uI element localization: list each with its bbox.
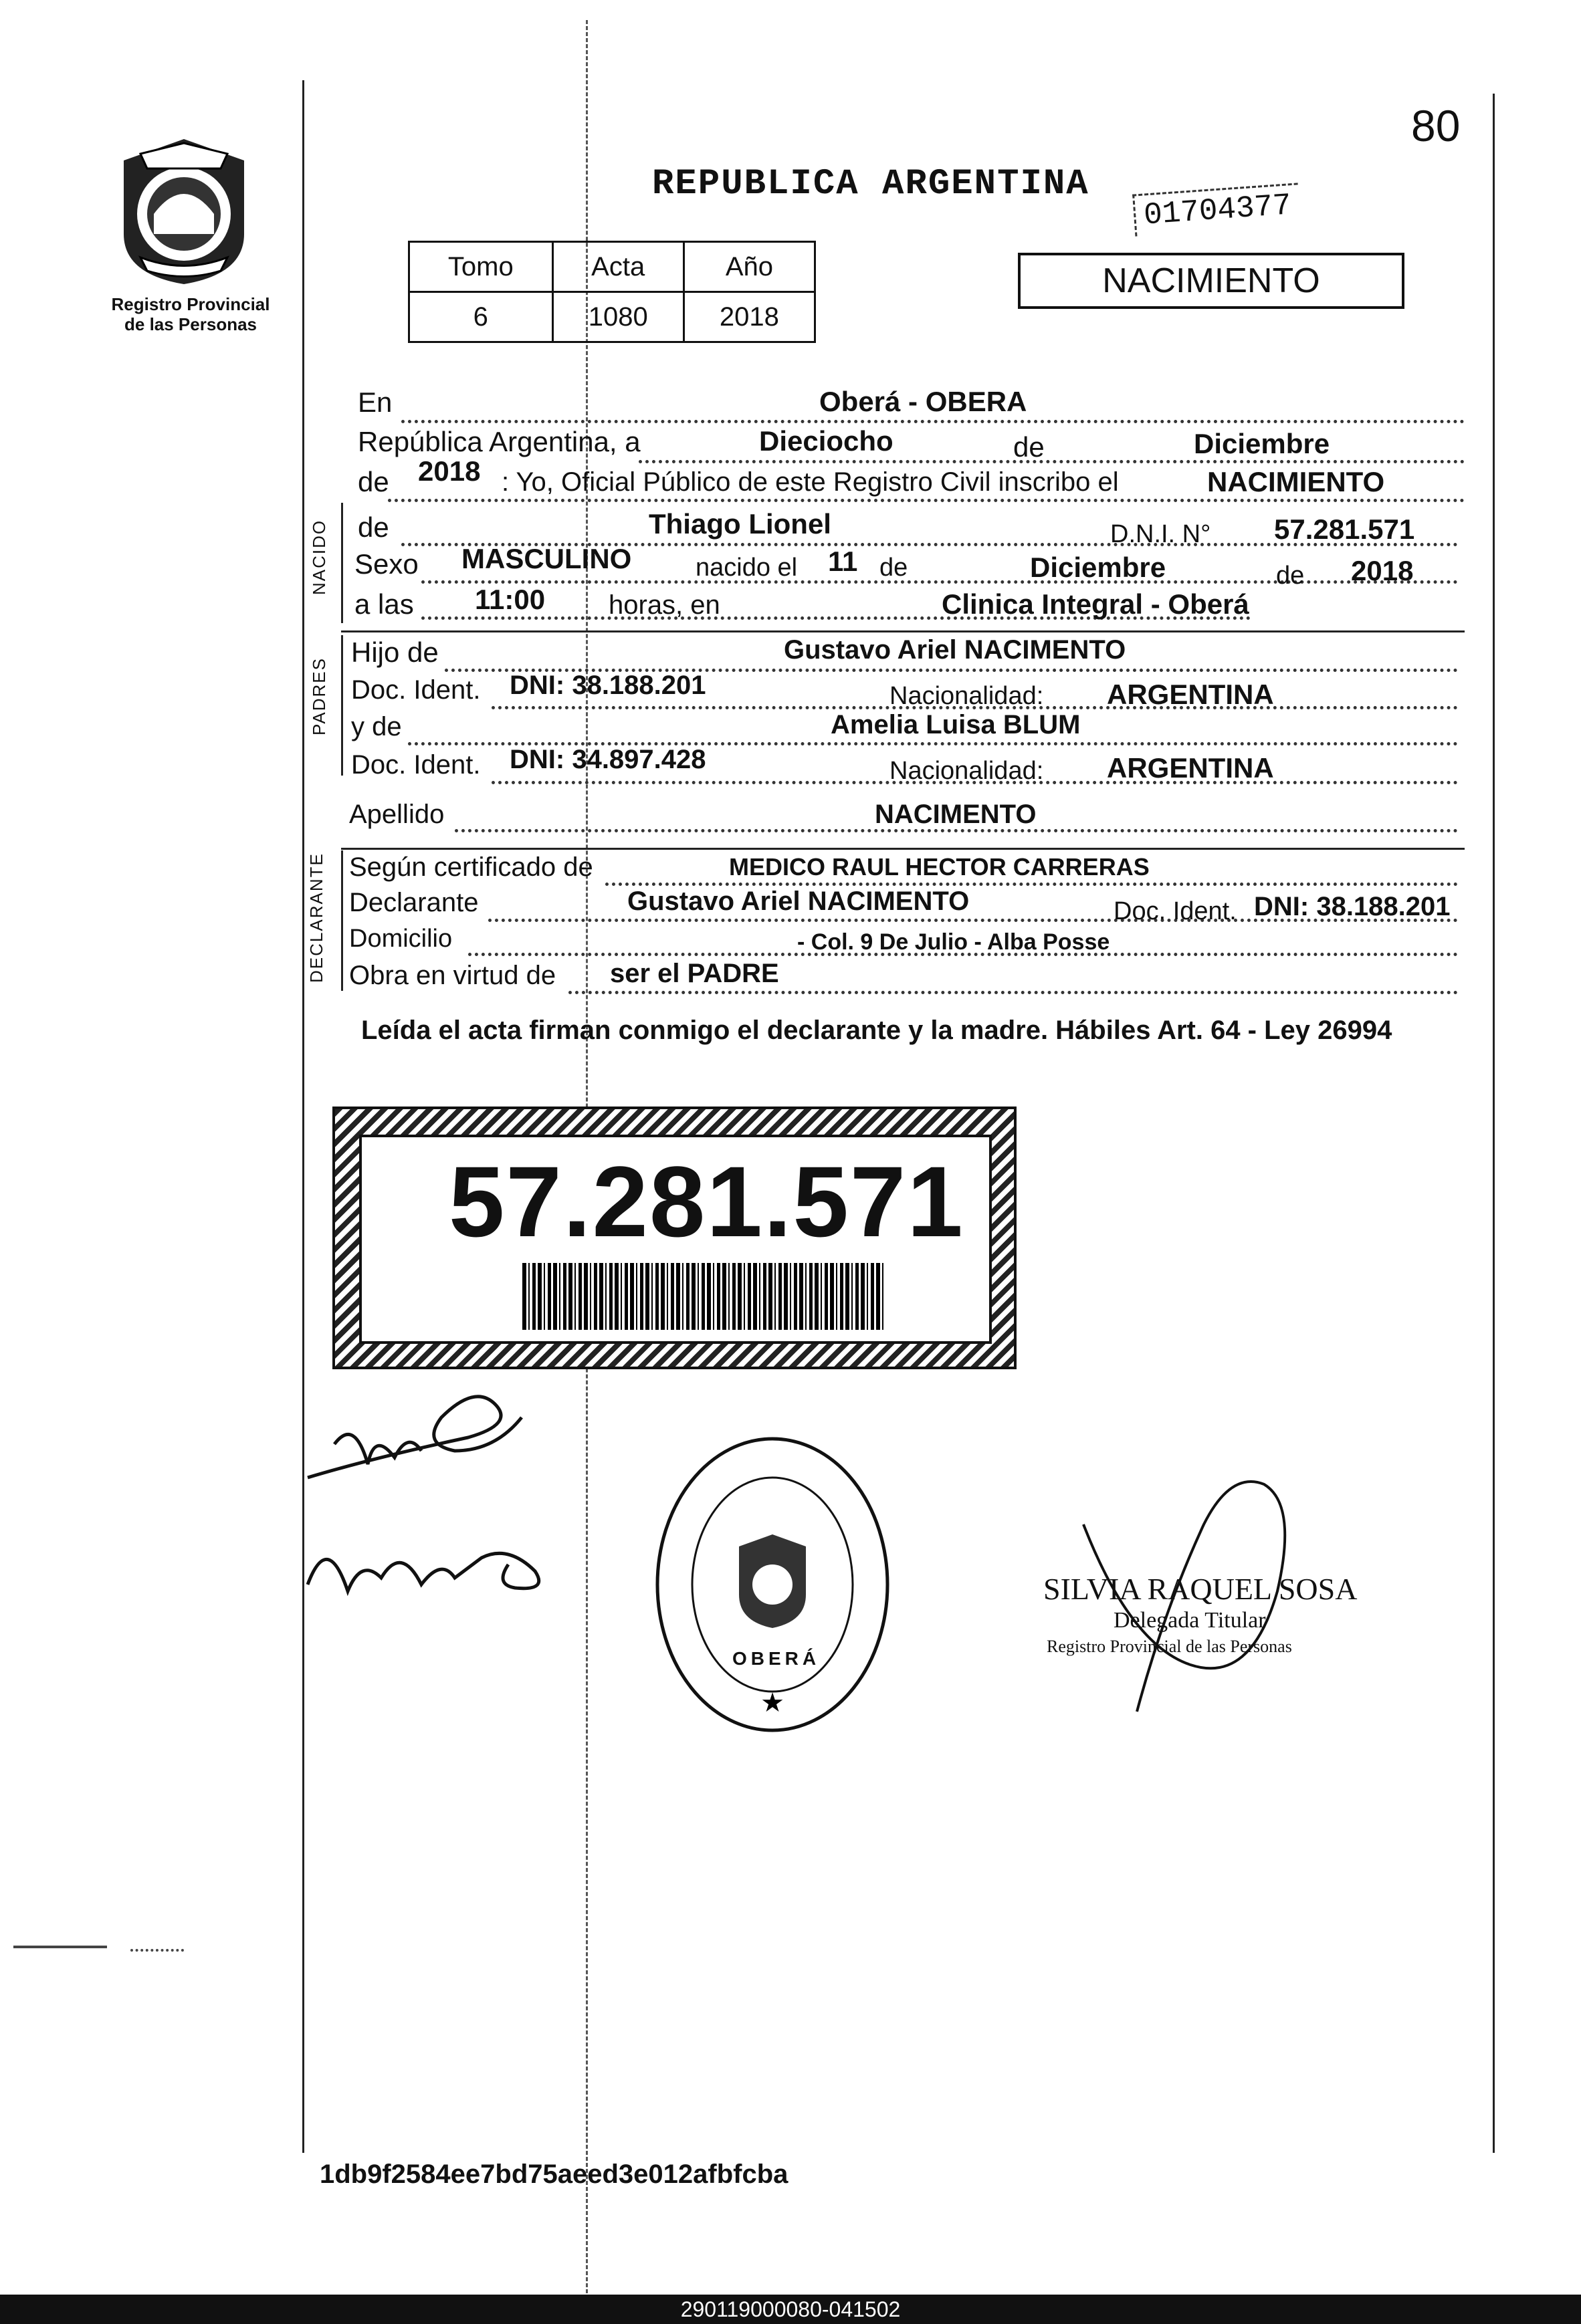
logo-caption-2: de las Personas — [124, 314, 257, 334]
dni-label: D.N.I. N° — [1110, 520, 1211, 548]
signatory-role: Delegada Titular — [1114, 1608, 1266, 1633]
father-nationality: ARGENTINA — [1107, 679, 1274, 710]
doc-label: Doc. Ident. — [351, 750, 481, 780]
rep-label: República Argentina, a — [358, 426, 641, 457]
serial-stamp: 01704377 — [1132, 183, 1301, 236]
de-label: de — [1013, 431, 1045, 463]
birth-year: 2018 — [1351, 555, 1414, 586]
handwritten-signature — [294, 1377, 575, 1511]
seal-icon — [652, 1434, 893, 1735]
mother-doc: DNI: 34.897.428 — [510, 745, 706, 774]
nac-label: Nacionalidad: — [889, 682, 1044, 710]
dotted-line — [388, 499, 1465, 502]
dni-sticker — [332, 1107, 1017, 1369]
barcode — [522, 1263, 883, 1330]
dni-value: 57.281.571 — [1274, 513, 1415, 545]
declarante-label: Declarante — [349, 888, 479, 917]
declarante-side-label: DECLARANTE — [306, 852, 326, 983]
hora-label: a las — [354, 588, 414, 620]
section-divider — [341, 630, 1465, 632]
nacido-side-label: NACIDO — [309, 519, 329, 595]
handwritten-signature — [294, 1518, 575, 1611]
segun-label: Según certificado de — [349, 852, 593, 882]
provincial-emblem-icon — [114, 134, 254, 287]
declarant-name: Gustavo Ariel NACIMENTO — [627, 887, 970, 916]
tomo-value: 6 — [409, 292, 553, 342]
declarante-bracket — [341, 850, 343, 991]
seal-bottom-text: OBERÁ — [732, 1648, 821, 1669]
oficial-text: : Yo, Oficial Público de este Registro Civil inscribo el — [502, 467, 1119, 497]
sexo-value: MASCULINO — [461, 543, 632, 574]
document-type-box: NACIMIENTO — [1018, 253, 1404, 309]
father-name: Gustavo Ariel NACIMENTO — [784, 635, 1126, 665]
page-number: 80 — [1411, 101, 1461, 150]
anio-value: 2018 — [683, 292, 815, 342]
sexo-label: Sexo — [354, 548, 419, 580]
hijo-label: Hijo de — [351, 636, 439, 668]
month-value: Diciembre — [1194, 428, 1330, 459]
nac-label: Nacionalidad: — [889, 757, 1044, 785]
footer-bar — [0, 2295, 1581, 2324]
registry-logo — [114, 134, 254, 287]
signatory-institution: Registro Provincial de las Personas — [1047, 1637, 1292, 1656]
nacido-bracket — [341, 503, 343, 623]
birth-month: Diciembre — [1030, 552, 1166, 583]
section-divider — [341, 848, 1465, 850]
footer-code: 290119000080-041502 — [680, 2297, 901, 2321]
right-margin-rule — [1493, 94, 1495, 2153]
tomo-header: Tomo — [409, 242, 553, 292]
reason-value: ser el PADRE — [610, 959, 779, 988]
document-hash: 1db9f2584ee7bd75aeed3e012afbfcba — [320, 2160, 788, 2189]
dotted-line — [605, 883, 1458, 886]
apellido-label: Apellido — [349, 800, 445, 829]
page-title: REPUBLICA ARGENTINA — [652, 164, 1089, 205]
declarant-doc: DNI: 38.188.201 — [1254, 892, 1451, 921]
father-doc: DNI: 38.188.201 — [510, 671, 706, 700]
doc-label: Doc. Ident. — [351, 675, 481, 705]
dotted-line — [568, 991, 1458, 994]
book-reference-table — [408, 241, 816, 343]
closing-statement: Leída el acta firman conmigo el declarante y la madre. Hábiles Art. 64 - Ley 26994 — [361, 1016, 1392, 1045]
logo-caption-1: Registro Provincial — [111, 294, 270, 314]
birth-day: 11 — [828, 546, 858, 577]
scan-mark — [130, 1949, 184, 1952]
domicilio-label: Domicilio — [349, 925, 453, 953]
acta-header: Acta — [552, 242, 683, 292]
dotted-line — [401, 420, 1465, 423]
left-margin-rule — [302, 80, 304, 2153]
acta-value: 1080 — [552, 292, 683, 342]
decl-doc-label: Doc. Ident. — [1114, 897, 1237, 925]
horas-label: horas, en — [609, 590, 720, 620]
scan-mark — [13, 1946, 107, 1948]
dotted-line — [639, 460, 1465, 463]
padres-side-label: PADRES — [309, 657, 329, 735]
en-label: En — [358, 386, 393, 418]
surname-value: NACIMENTO — [875, 800, 1037, 829]
address-value: - Col. 9 De Julio - Alba Posse — [797, 929, 1110, 955]
hora-value: 11:00 — [475, 584, 546, 615]
nacido-label: nacido el — [696, 554, 798, 582]
sticker-inner — [359, 1135, 992, 1344]
certifying-doctor: MEDICO RAUL HECTOR CARRERAS — [729, 853, 1150, 881]
yde-label: y de — [351, 712, 402, 741]
official-seal — [652, 1434, 893, 1735]
birth-place: Clinica Integral - Oberá — [942, 588, 1249, 620]
year-value: 2018 — [418, 455, 481, 487]
name-label: de — [358, 511, 389, 543]
mother-nationality: ARGENTINA — [1107, 752, 1274, 784]
place-value: Oberá - OBERA — [819, 386, 1027, 417]
year-label: de — [358, 466, 389, 497]
birth-de-label: de — [879, 554, 908, 582]
signatory-name: SILVIA RAQUEL SOSA — [1043, 1572, 1358, 1606]
svg-text:★: ★ — [760, 1688, 784, 1718]
anio-header: Año — [683, 242, 815, 292]
sticker-dni-number: 57.281.571 — [449, 1145, 964, 1258]
day-value: Dieciocho — [759, 425, 893, 457]
birth-de2-label: de — [1276, 562, 1305, 590]
obra-label: Obra en virtud de — [349, 961, 556, 990]
padres-bracket — [341, 635, 343, 776]
act-value: NACIMIENTO — [1207, 466, 1385, 497]
mother-name: Amelia Luisa BLUM — [831, 710, 1081, 739]
child-name: Thiago Lionel — [649, 508, 831, 540]
